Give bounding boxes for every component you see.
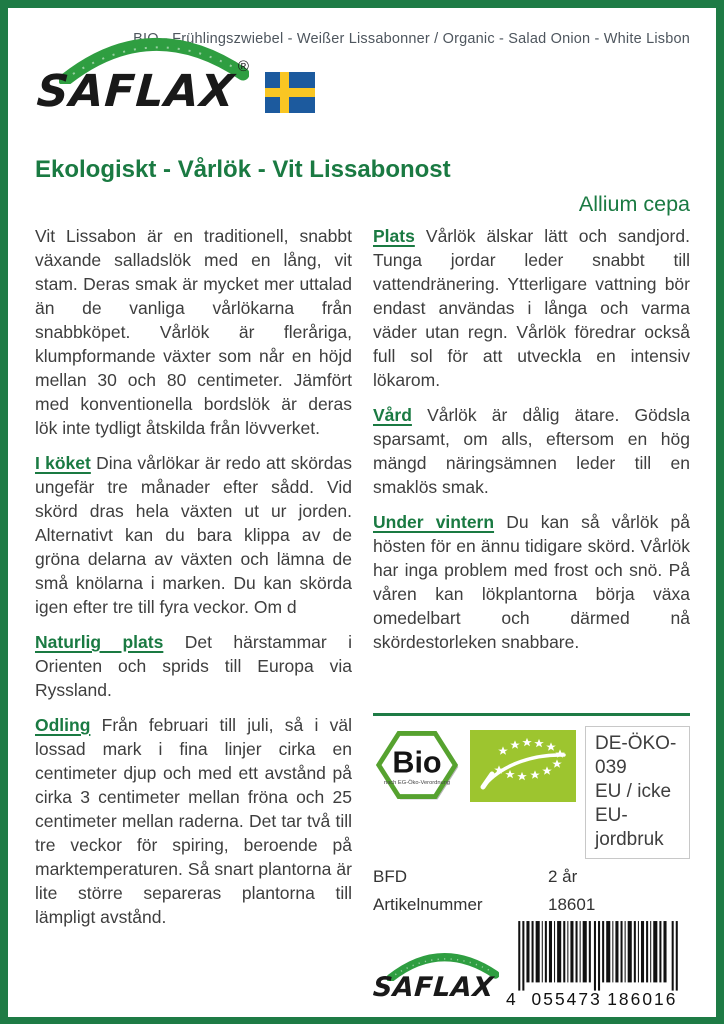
- section-cultivation: [35, 713, 352, 929]
- intro-paragraph: [35, 224, 352, 440]
- section-heading: Odling: [35, 715, 91, 735]
- section-heading: Vård: [373, 405, 412, 425]
- section-text: Det härstammar i Orienten och sprids till Europa via Ryssland.: [35, 632, 352, 700]
- detail-row-article-number: [373, 894, 690, 915]
- eco-code-line: EU / icke EU-: [595, 781, 672, 826]
- section-text: Vårlök är dålig ätare. Gödsla sparsamt, om alls, eftersom en hög mängd näringsämnen leder till en smaklös smak.: [373, 405, 690, 497]
- left-column: [35, 224, 352, 1009]
- section-care: [373, 403, 690, 499]
- barcode: [503, 919, 690, 1009]
- text-columns: [35, 224, 690, 1009]
- swedish-flag-icon: [265, 72, 315, 113]
- section-heading: I köket: [35, 453, 91, 473]
- eco-code-line: DE-ÖKO-039: [595, 733, 677, 778]
- eco-code-line: jordbruk: [595, 829, 664, 850]
- section-heading: Plats: [373, 226, 415, 246]
- bio-seal-sublabel: nach EG-Öko-Verordnung: [383, 780, 451, 787]
- section-heading: Naturlig plats: [35, 632, 164, 652]
- bottom-row: [373, 919, 690, 1009]
- eco-code-box: [585, 726, 690, 859]
- right-column: [373, 224, 690, 1009]
- bio-seal-label: Bio: [392, 745, 442, 780]
- registered-trademark: ®: [237, 58, 249, 75]
- section-heading: Under vintern: [373, 512, 495, 532]
- brand-name: SAFLAX: [371, 972, 495, 1003]
- section-winter: [373, 510, 690, 654]
- section-text: Du kan så vårlök på hösten för en ännu tidigare skörd. Vårlök har inga problem med frost och snö. På våren kan lökplantorna börja växa omedelbart och därmed nå skördestorleken snabbare.: [373, 512, 690, 652]
- section-location: [373, 224, 690, 392]
- detail-label: Artikelnummer: [373, 895, 483, 914]
- product-tagline: BIO - Frühlingszwiebel - Weißer Lissabonner / Organic - Salad Onion - White Lisbon: [133, 31, 690, 47]
- brand-logo: [37, 28, 315, 116]
- eu-organic-leaf-icon: [470, 730, 576, 802]
- bio-seal-icon: [373, 725, 461, 805]
- barcode-group2: 186016: [607, 988, 678, 1009]
- brand-name: SAFLAX: [35, 66, 237, 117]
- section-text: Vit Lissabon är en traditionell, snabbt växande salladslök med en lång, vit stam. Deras smak är mycket mer uttalad än de vanliga vårlökarna från snabbköpet. Vårlök är fleråriga, klumpformande växter som når en höjd mellan 30 och 80 centimeter. Jämfört med konventionella bordslök är deras lök inte tydligt åtskilda från lövverket.: [35, 226, 352, 438]
- divider-line: [373, 713, 690, 716]
- barcode-group1: 055473: [531, 988, 602, 1009]
- section-natural-place: [35, 630, 352, 702]
- section-kitchen: [35, 451, 352, 619]
- header: [35, 22, 690, 154]
- certification-row: [373, 725, 690, 859]
- certification-block: [373, 713, 690, 1009]
- section-text: Dina vårlökar är redo att skördas ungefär tre månader efter sådd. Vid skörd dras hela växten ut ur jorden. Alternativt kan du bara klippa av de gröna delarna av växten och lämna de små knölarna i marken. Du kan skörda igen efter tre till fyra veckor. Om d: [35, 453, 352, 617]
- botanical-name: Allium cepa: [578, 192, 690, 216]
- barcode-prefix: 4: [505, 988, 516, 1009]
- page-title: Ekologiskt - Vårlök - Vit Lissabonost: [35, 156, 451, 183]
- detail-value: 2 år: [548, 867, 578, 886]
- detail-label: BFD: [373, 867, 407, 886]
- brand-logo-small: [373, 947, 503, 1009]
- detail-row-bfd: [373, 866, 690, 887]
- section-text: Vårlök älskar lätt och sandjord. Tunga jordar leder snabbt till vattendränering. Ytterligare vattning bör endast användas i långa och varma väder utan regn. Vårlök föredrar också full sol för att utveckla en intensiv lökarom.: [373, 226, 690, 390]
- detail-value: 18601: [548, 895, 596, 914]
- section-text: Från februari till juli, så i väl lossad mark i fina linjer cirka en centimeter djup och med ett avstånd på cirka 3 centimeter mellan fröna och 25 centimeter mellan raderna. Det tar två till tre veckor för spiring, beroende på marktemperaturen. Så snart plantorna är lite större separeras plantorna till lämpligt avstånd.: [35, 715, 352, 927]
